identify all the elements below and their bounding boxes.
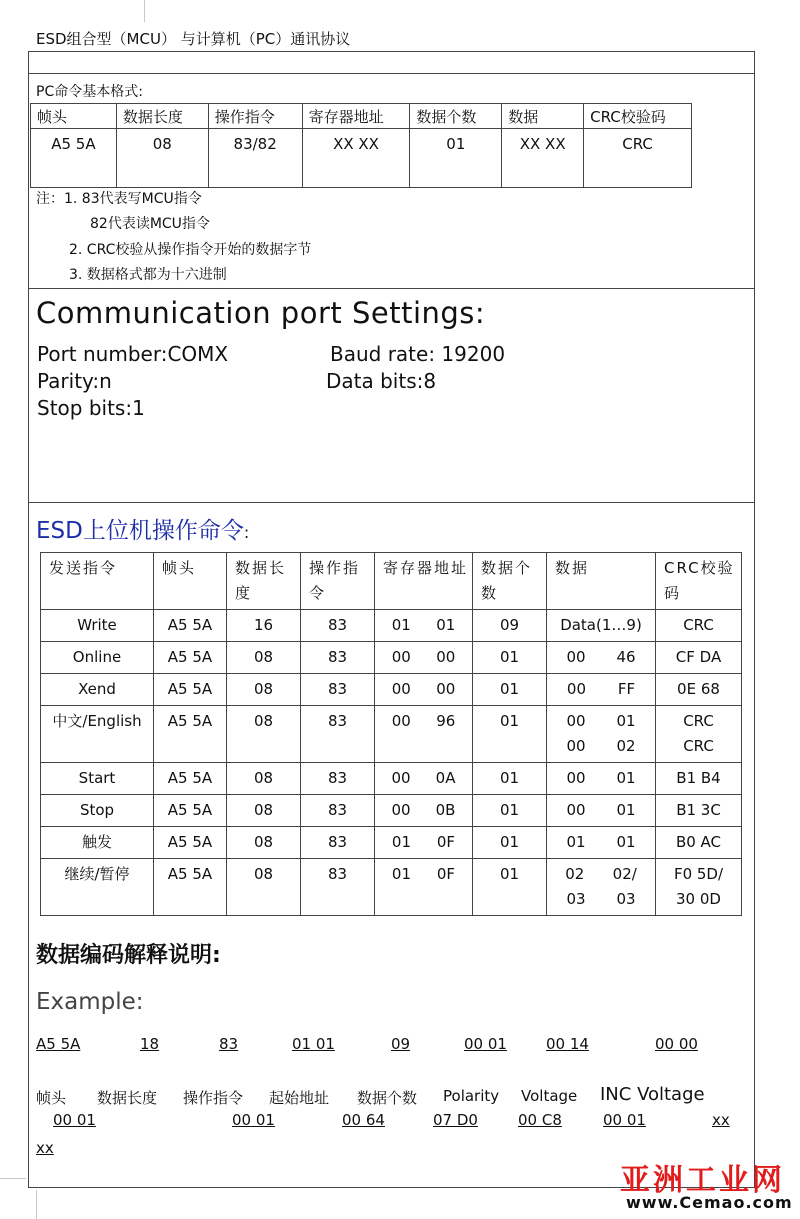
baud-rate: Baud rate: 19200 xyxy=(330,342,506,366)
port-number: Port number:COMX xyxy=(37,342,229,366)
header-cell: 操作指令 xyxy=(301,553,375,610)
field-value: 00 01 xyxy=(53,1111,96,1129)
field-name: 帧头 xyxy=(36,1089,67,1107)
register-cell-value: 96 xyxy=(436,712,456,730)
document-title: ESD组合型（MCU） 与计算机（PC）通讯协议 xyxy=(36,30,351,48)
crc-cell-line xyxy=(660,734,737,759)
register-cell-line xyxy=(379,677,468,702)
crc-cell-line xyxy=(660,677,737,702)
esd-title-colon: : xyxy=(243,523,250,542)
frame-head-cell: A5 5A xyxy=(154,642,227,674)
data-cell-value: 00 xyxy=(566,737,586,755)
value-cell: 83/82 xyxy=(208,129,302,188)
command-cell: Xend xyxy=(41,674,154,706)
data-cell-value: Data(1…9) xyxy=(560,616,642,634)
note-line: 3. 数据格式都为十六进制 xyxy=(69,267,227,283)
crc-cell-line xyxy=(660,887,737,912)
register-cell xyxy=(375,674,473,706)
data-cell-value: 02 xyxy=(565,865,585,883)
data-count-cell: 01 xyxy=(473,674,547,706)
data-cell-line xyxy=(551,830,651,855)
watermark-url: www.Cemao.com xyxy=(626,1193,793,1212)
data-cell xyxy=(547,795,656,827)
data-cell xyxy=(547,763,656,795)
data-cell-line xyxy=(551,887,651,912)
data-length-cell: 08 xyxy=(227,859,301,916)
data-cell-value: 02 xyxy=(616,737,636,755)
frame-head-cell: A5 5A xyxy=(154,610,227,642)
header-cell: CRC校验码 xyxy=(656,553,742,610)
value-cell: CRC xyxy=(584,129,692,188)
table-row xyxy=(41,827,742,859)
note-line: 82代表读MCU指令 xyxy=(90,216,210,232)
esd-command-table xyxy=(40,552,742,916)
stop-bits: Stop bits:1 xyxy=(37,396,145,420)
op-code-cell: 83 xyxy=(301,706,375,763)
op-code-cell: 83 xyxy=(301,795,375,827)
crop-mark xyxy=(0,1178,26,1179)
register-cell-line xyxy=(379,613,468,638)
data-cell-line xyxy=(551,613,651,638)
example-byte: 00 00 xyxy=(655,1035,698,1053)
register-cell-value: 00 xyxy=(391,648,411,666)
example-byte: 01 01 xyxy=(292,1035,335,1053)
data-cell-value: 01 xyxy=(616,769,636,787)
header-cell: 寄存器地址 xyxy=(375,553,473,610)
crc-cell-value: 0E 68 xyxy=(677,680,720,698)
crc-cell xyxy=(656,674,742,706)
field-value: 07 D0 xyxy=(433,1111,478,1129)
register-cell-line xyxy=(379,862,468,887)
example-label: Example: xyxy=(36,989,144,1015)
command-cell: 继续/暂停 xyxy=(41,859,154,916)
data-cell-value: 01 xyxy=(616,712,636,730)
op-code-cell: 83 xyxy=(301,610,375,642)
register-cell-line xyxy=(379,645,468,670)
crc-cell-value: B1 B4 xyxy=(676,769,721,787)
register-cell xyxy=(375,763,473,795)
header-cell: 数据 xyxy=(502,104,584,129)
crc-cell xyxy=(656,610,742,642)
crc-cell-value: CRC xyxy=(683,712,714,730)
header-cell: 数据长度 xyxy=(227,553,301,610)
header-cell: 数据个数 xyxy=(410,104,502,129)
table-row xyxy=(41,795,742,827)
register-cell-value: 0A xyxy=(435,769,456,787)
data-cell-line xyxy=(551,734,651,759)
field-name: 数据个数 xyxy=(357,1089,418,1107)
data-count-cell: 01 xyxy=(473,642,547,674)
crc-cell-value: CRC xyxy=(683,616,714,634)
data-count-cell: 01 xyxy=(473,795,547,827)
example-byte: 00 14 xyxy=(546,1035,589,1053)
example-byte: 00 01 xyxy=(464,1035,507,1053)
crc-cell-value: B0 AC xyxy=(675,833,722,851)
crc-cell-value: CRC xyxy=(683,737,714,755)
data-cell xyxy=(547,706,656,763)
pc-format-table xyxy=(30,103,692,188)
crc-cell-line xyxy=(660,709,737,734)
crc-cell xyxy=(656,706,742,763)
field-value: xx xyxy=(712,1111,730,1129)
command-cell: 中文/English xyxy=(41,706,154,763)
note-line: 注：1. 83代表写MCU指令 xyxy=(36,191,202,207)
header-cell: 操作指令 xyxy=(208,104,302,129)
example-byte: 18 xyxy=(140,1035,160,1053)
register-cell-value: 01 xyxy=(391,865,412,883)
data-length-cell: 08 xyxy=(227,642,301,674)
header-cell: 数据长度 xyxy=(116,104,208,129)
field-value: 00 64 xyxy=(342,1111,385,1129)
crc-cell-line xyxy=(660,862,737,887)
register-cell-value: 01 xyxy=(391,616,411,634)
field-value: 00 01 xyxy=(232,1111,275,1129)
data-cell-value: 46 xyxy=(616,648,636,666)
data-count-cell: 01 xyxy=(473,763,547,795)
header-cell: 帧头 xyxy=(154,553,227,610)
frame-head-cell: A5 5A xyxy=(154,827,227,859)
data-length-cell: 08 xyxy=(227,763,301,795)
data-cell-value: 01 xyxy=(566,833,586,851)
crc-cell-value: 30 0D xyxy=(676,890,721,908)
crc-cell-line xyxy=(660,613,737,638)
register-cell xyxy=(375,642,473,674)
value-cell: 08 xyxy=(116,129,208,188)
field-name: 数据长度 xyxy=(97,1089,158,1107)
esd-commands-title xyxy=(36,512,249,545)
register-cell xyxy=(375,610,473,642)
op-code-cell: 83 xyxy=(301,642,375,674)
register-cell-line xyxy=(379,798,468,823)
register-cell xyxy=(375,827,473,859)
divider xyxy=(28,73,755,74)
value-cell: A5 5A xyxy=(31,129,117,188)
field-name: INC Voltage xyxy=(600,1084,705,1105)
header-cell: 寄存器地址 xyxy=(302,104,410,129)
data-cell xyxy=(547,642,656,674)
register-cell-value: 0F xyxy=(436,833,456,851)
header-cell: 发送指令 xyxy=(41,553,154,610)
register-cell-value: 0F xyxy=(436,865,456,883)
register-cell-value: 0B xyxy=(435,801,456,819)
field-value: 00 C8 xyxy=(518,1111,562,1129)
crc-cell xyxy=(656,795,742,827)
header-cell: 数据 xyxy=(547,553,656,610)
data-cell-value: 02/ xyxy=(612,865,637,883)
frame-head-cell: A5 5A xyxy=(154,859,227,916)
data-cell-value: 00 xyxy=(566,769,586,787)
register-cell-value: 01 xyxy=(391,833,412,851)
data-cell-value: 00 xyxy=(566,801,586,819)
register-cell-value: 00 xyxy=(436,680,456,698)
table-row xyxy=(41,642,742,674)
data-length-cell: 16 xyxy=(227,610,301,642)
encoding-title: 数据编码解释说明: xyxy=(36,943,221,968)
value-cell: 01 xyxy=(410,129,502,188)
op-code-cell: 83 xyxy=(301,674,375,706)
data-length-cell: 08 xyxy=(227,674,301,706)
command-cell: Stop xyxy=(41,795,154,827)
divider xyxy=(28,288,755,289)
data-cell-value: 00 xyxy=(566,648,586,666)
data-cell-value: FF xyxy=(617,680,636,698)
register-cell-line xyxy=(379,830,468,855)
data-cell-value: 03 xyxy=(616,890,636,908)
example-byte: 09 xyxy=(391,1035,411,1053)
data-length-cell: 08 xyxy=(227,827,301,859)
register-cell-value: 00 xyxy=(436,648,456,666)
table-row xyxy=(41,674,742,706)
pc-format-label: PC命令基本格式: xyxy=(36,84,143,100)
op-code-cell: 83 xyxy=(301,827,375,859)
example-byte: 83 xyxy=(219,1035,239,1053)
register-cell-line xyxy=(379,766,468,791)
note-line: 2. CRC校验从操作指令开始的数据字节 xyxy=(69,242,312,258)
register-cell-value: 01 xyxy=(436,616,456,634)
data-cell-line xyxy=(551,798,651,823)
data-cell-line xyxy=(551,862,651,887)
crc-cell xyxy=(656,859,742,916)
field-name: 操作指令 xyxy=(183,1089,244,1107)
data-cell xyxy=(547,610,656,642)
table-row xyxy=(41,763,742,795)
register-cell xyxy=(375,706,473,763)
data-cell-value: 03 xyxy=(566,890,586,908)
parity: Parity:n xyxy=(37,369,112,393)
crc-cell-value: B1 3C xyxy=(676,801,721,819)
example-byte: A5 5A xyxy=(36,1035,81,1053)
register-cell-value: 00 xyxy=(391,712,411,730)
data-cell xyxy=(547,827,656,859)
data-cell-value: 01 xyxy=(616,801,636,819)
crop-mark xyxy=(144,0,145,22)
header-cell: 帧头 xyxy=(31,104,117,129)
command-cell: Start xyxy=(41,763,154,795)
data-count-cell: 01 xyxy=(473,827,547,859)
field-value: 00 01 xyxy=(603,1111,646,1129)
comm-settings-title: Communication port Settings: xyxy=(36,296,486,330)
table-row xyxy=(41,610,742,642)
field-name: Voltage xyxy=(521,1087,578,1105)
header-cell: 数据个数 xyxy=(473,553,547,610)
frame-head-cell: A5 5A xyxy=(154,706,227,763)
value-cell: XX XX xyxy=(302,129,410,188)
data-cell-value: 01 xyxy=(616,833,636,851)
data-cell-line xyxy=(551,709,651,734)
crop-mark xyxy=(36,1190,37,1219)
crc-cell-line xyxy=(660,798,737,823)
crc-cell xyxy=(656,827,742,859)
field-value: xx xyxy=(36,1139,54,1157)
value-cell: XX XX xyxy=(502,129,584,188)
header-cell: CRC校验码 xyxy=(584,104,692,129)
register-cell xyxy=(375,795,473,827)
data-length-cell: 08 xyxy=(227,795,301,827)
crc-cell-line xyxy=(660,830,737,855)
frame-head-cell: A5 5A xyxy=(154,763,227,795)
crc-cell xyxy=(656,642,742,674)
data-count-cell: 01 xyxy=(473,706,547,763)
data-cell xyxy=(547,674,656,706)
data-cell-value: 00 xyxy=(566,712,586,730)
command-cell: Write xyxy=(41,610,154,642)
crc-cell-value: CF DA xyxy=(675,648,722,666)
divider xyxy=(28,502,755,503)
data-cell-value: 00 xyxy=(566,680,586,698)
crc-cell-line xyxy=(660,645,737,670)
table-row xyxy=(41,706,742,763)
crc-cell xyxy=(656,763,742,795)
field-name: 起始地址 xyxy=(269,1089,330,1107)
data-cell-line xyxy=(551,645,651,670)
data-length-cell: 08 xyxy=(227,706,301,763)
register-cell-value: 00 xyxy=(391,769,411,787)
data-count-cell: 09 xyxy=(473,610,547,642)
field-name: Polarity xyxy=(443,1087,500,1105)
crc-cell-line xyxy=(660,766,737,791)
op-code-cell: 83 xyxy=(301,763,375,795)
register-cell-value: 00 xyxy=(391,680,411,698)
esd-title-text: ESD上位机操作命令 xyxy=(36,518,244,544)
command-cell: 触发 xyxy=(41,827,154,859)
register-cell xyxy=(375,859,473,916)
op-code-cell: 83 xyxy=(301,859,375,916)
register-cell-value: 00 xyxy=(391,801,411,819)
frame-head-cell: A5 5A xyxy=(154,674,227,706)
frame-head-cell: A5 5A xyxy=(154,795,227,827)
command-cell: Online xyxy=(41,642,154,674)
watermark-logo: 亚洲工业网 xyxy=(620,1163,785,1198)
data-bits: Data bits:8 xyxy=(326,369,437,393)
data-count-cell: 01 xyxy=(473,859,547,916)
data-cell xyxy=(547,859,656,916)
data-cell-line xyxy=(551,766,651,791)
table-row xyxy=(41,859,742,916)
register-cell-line xyxy=(379,709,468,734)
crc-cell-value: F0 5D/ xyxy=(673,865,724,883)
data-cell-line xyxy=(551,677,651,702)
